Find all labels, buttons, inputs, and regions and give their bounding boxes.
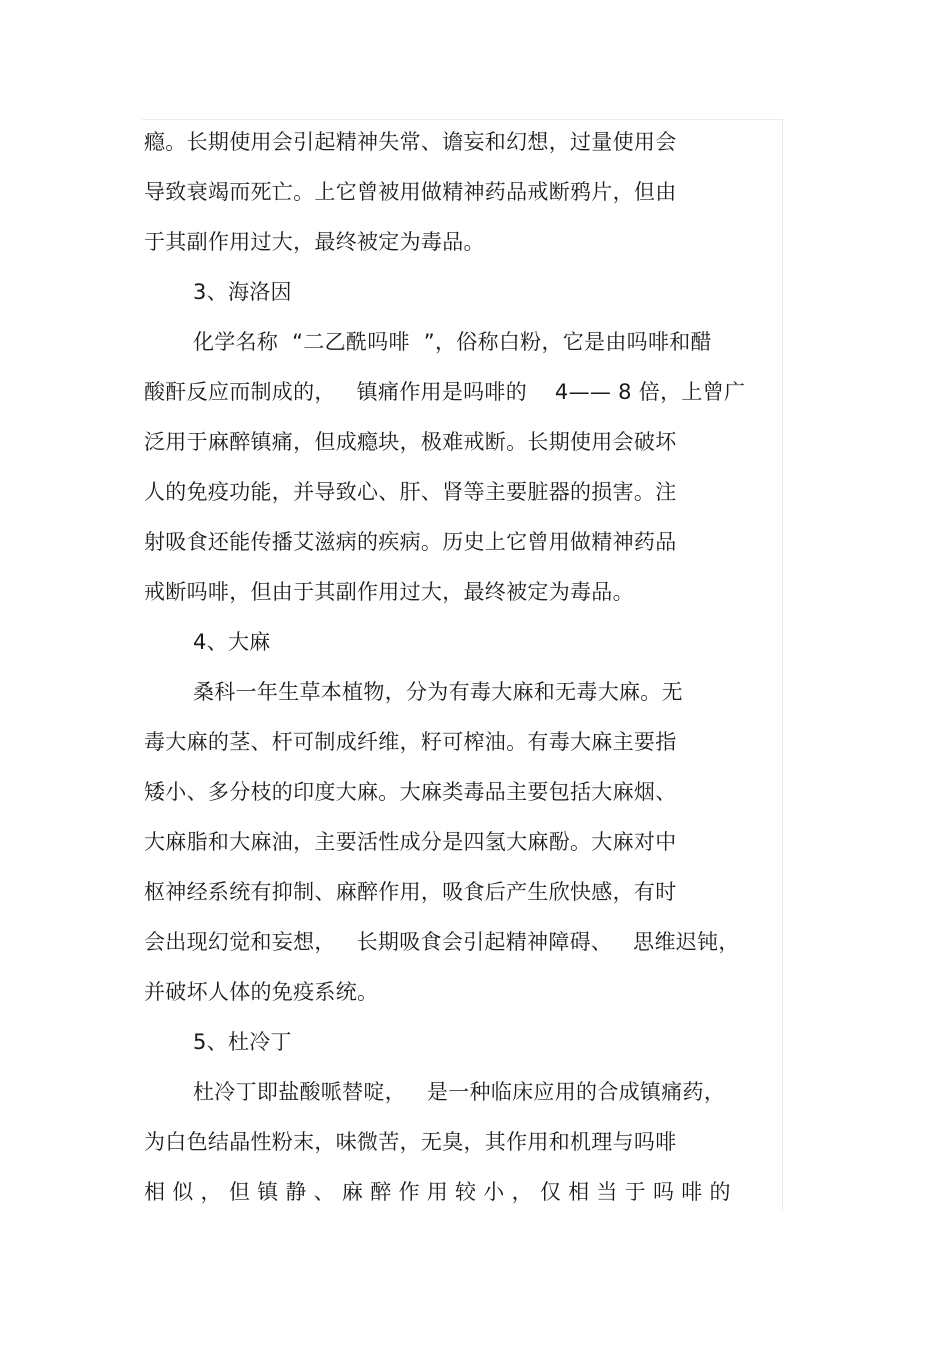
text-line: 戒断吗啡，但由于其副作用过大，最终被定为毒品。	[144, 580, 634, 604]
text-line: 会出现幻觉和妄想， 长期吸食会引起精神障碍、 思维迟钝，	[144, 930, 740, 954]
text-line: 于其副作用过大，最终被定为毒品。	[144, 230, 485, 254]
text-line: 为白色结晶性粉末，味微苦，无臭，其作用和机理与吗啡	[144, 1130, 677, 1154]
text-line: 大麻脂和大麻油，主要活性成分是四氢大麻酚。大麻对中	[144, 830, 677, 854]
text-line: 相 似 ， 但 镇 静 、 麻 醉 作 用 较 小 ， 仅 相 当 于 吗 啡 的	[144, 1180, 731, 1204]
text-line: 瘾。长期使用会引起精神失常、谵妄和幻想，过量使用会	[144, 130, 677, 154]
paragraph-first-line: 桑科一年生草本植物，分为有毒大麻和无毒大麻。无	[193, 680, 683, 704]
text-line: 人的免疫功能，并导致心、肝、肾等主要脏器的损害。注	[144, 480, 677, 504]
text-line: 矮小、多分枝的印度大麻。大麻类毒品主要包括大麻烟、	[144, 780, 677, 804]
section-heading: 3、海洛因	[193, 280, 292, 304]
paragraph-first-line: 杜冷丁即盐酸哌替啶， 是一种临床应用的合成镇痛药，	[193, 1080, 726, 1104]
text-line: 泛用于麻醉镇痛，但成瘾块，极难戒断。长期使用会破坏	[144, 430, 677, 454]
text-line: 酸酐反应而制成的， 镇痛作用是吗啡的 4—— 8 倍，上曾广	[144, 380, 746, 404]
text-line: 并破坏人体的免疫系统。	[144, 980, 379, 1004]
text-line: 射吸食还能传播艾滋病的疾病。历史上它曾用做精神药品	[144, 530, 677, 554]
text-line: 导致衰竭而死亡。上它曾被用做精神药品戒断鸦片，但由	[144, 180, 677, 204]
section-heading: 5、杜冷丁	[193, 1030, 292, 1054]
section-heading: 4、大麻	[193, 630, 271, 654]
text-line: 枢神经系统有抑制、麻醉作用，吸食后产生欣快感，有时	[144, 880, 677, 904]
paragraph-first-line: 化学名称 “二乙酰吗啡 ”，俗称白粉，它是由吗啡和醋	[193, 330, 712, 354]
text-line: 毒大麻的茎、杆可制成纤维，籽可榨油。有毒大麻主要指	[144, 730, 677, 754]
